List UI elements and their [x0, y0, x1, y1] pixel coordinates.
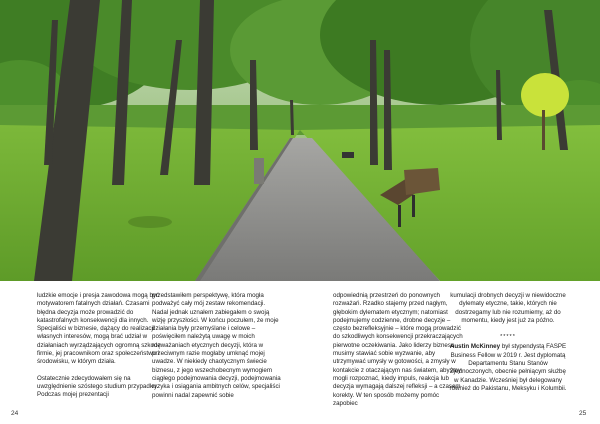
page-number-right: 25 — [579, 410, 587, 417]
page-number-left: 24 — [11, 410, 19, 417]
text-column-2 — [152, 292, 282, 408]
paragraph: Ostatecznie zdecydowałem się na uwzględnienie szóstego studium przypadku. Podczas mojej prezentacji — [37, 374, 159, 399]
text-column-1 — [37, 292, 167, 408]
text-column-3 — [333, 292, 463, 416]
text-column-4 — [449, 292, 567, 401]
author-name: Austin McKinney — [449, 343, 501, 351]
author-bio — [449, 343, 567, 393]
paragraph: kumulacji drobnych decyzji w niewidoczne dylematy etyczne, takie, których nie dostrzegamy lub nie rozumiemy, aż do momentu, kiedy jest już za późno. — [450, 292, 566, 324]
paragraph: ludzkie emocje i presja zawodowa mogą być motywatorem fatalnych działań. Czasami błędna decyzja może prowadzić do katastrofalnych konsekwencji dla innych. Specjaliści w biznesie, dążący do realizacji własnych interesów, mogą brać udział w działaniach wyrządzających ogromną szkodę firmie, jej pracownikom oraz społeczeństwu i środowisku, w którym działa. — [37, 292, 161, 366]
section-divider-stars: ***** — [500, 334, 516, 341]
author-bio-text: był stypendystą FASPE Business Fellow w 2019 r. Jest dyplomatą Departamentu Stanu Stanów Zjednoczonych, obecnie pełniącym służbę w Kanadzie. Wcześniej był delegowany również do Pakistanu, Meksyku i Kolumbii. — [449, 343, 567, 392]
paragraph: przedstawiłem perspektywę, która mogła podważyć cały mój zestaw rekomendacji. Nadal jednak uznałem zabiegałem o swoją wizję przyszłości. W końcu poczułem, że moje działania były przemyślane i celowe – poświęciłem należytą uwagę w moich rozważaniach etycznych decyzji, która w przeciwnym razie mogłaby umknąć mojej uwadze. W niekiedy chaotycznym świecie biznesu, z jego wszechobecnym wymogiem ciągłego podejmowania decyzji, podejmowania ryzyka i osiągania ambitnych celów, specjaliści powinni nadal zapewnić sobie — [152, 292, 281, 399]
paragraph: odpowiednią przestrzeń do ponownych rozważań. Rzadko stajemy przed nagłym, głębokim dylematem etycznym; natomiast podejmujemy codzienne, drobne decyzje – często bezrefleksyjnie – które mogą prowadzić do szkodliwych konsekwencji przekraczających pierwotne oczekiwania. Jako liderzy biznesu musimy stawiać sobie wyzwanie, aby utrzymywać umysły w gotowości, a zmysły w kontakcie z otaczającym nas światem, abyśmy mogli rozpoznać, kiedy impuls, reakcja lub decyzja wymagają dalszej refleksji – a czasem korekty. W ten sposób możemy pomóc zapobiec — [333, 292, 463, 407]
